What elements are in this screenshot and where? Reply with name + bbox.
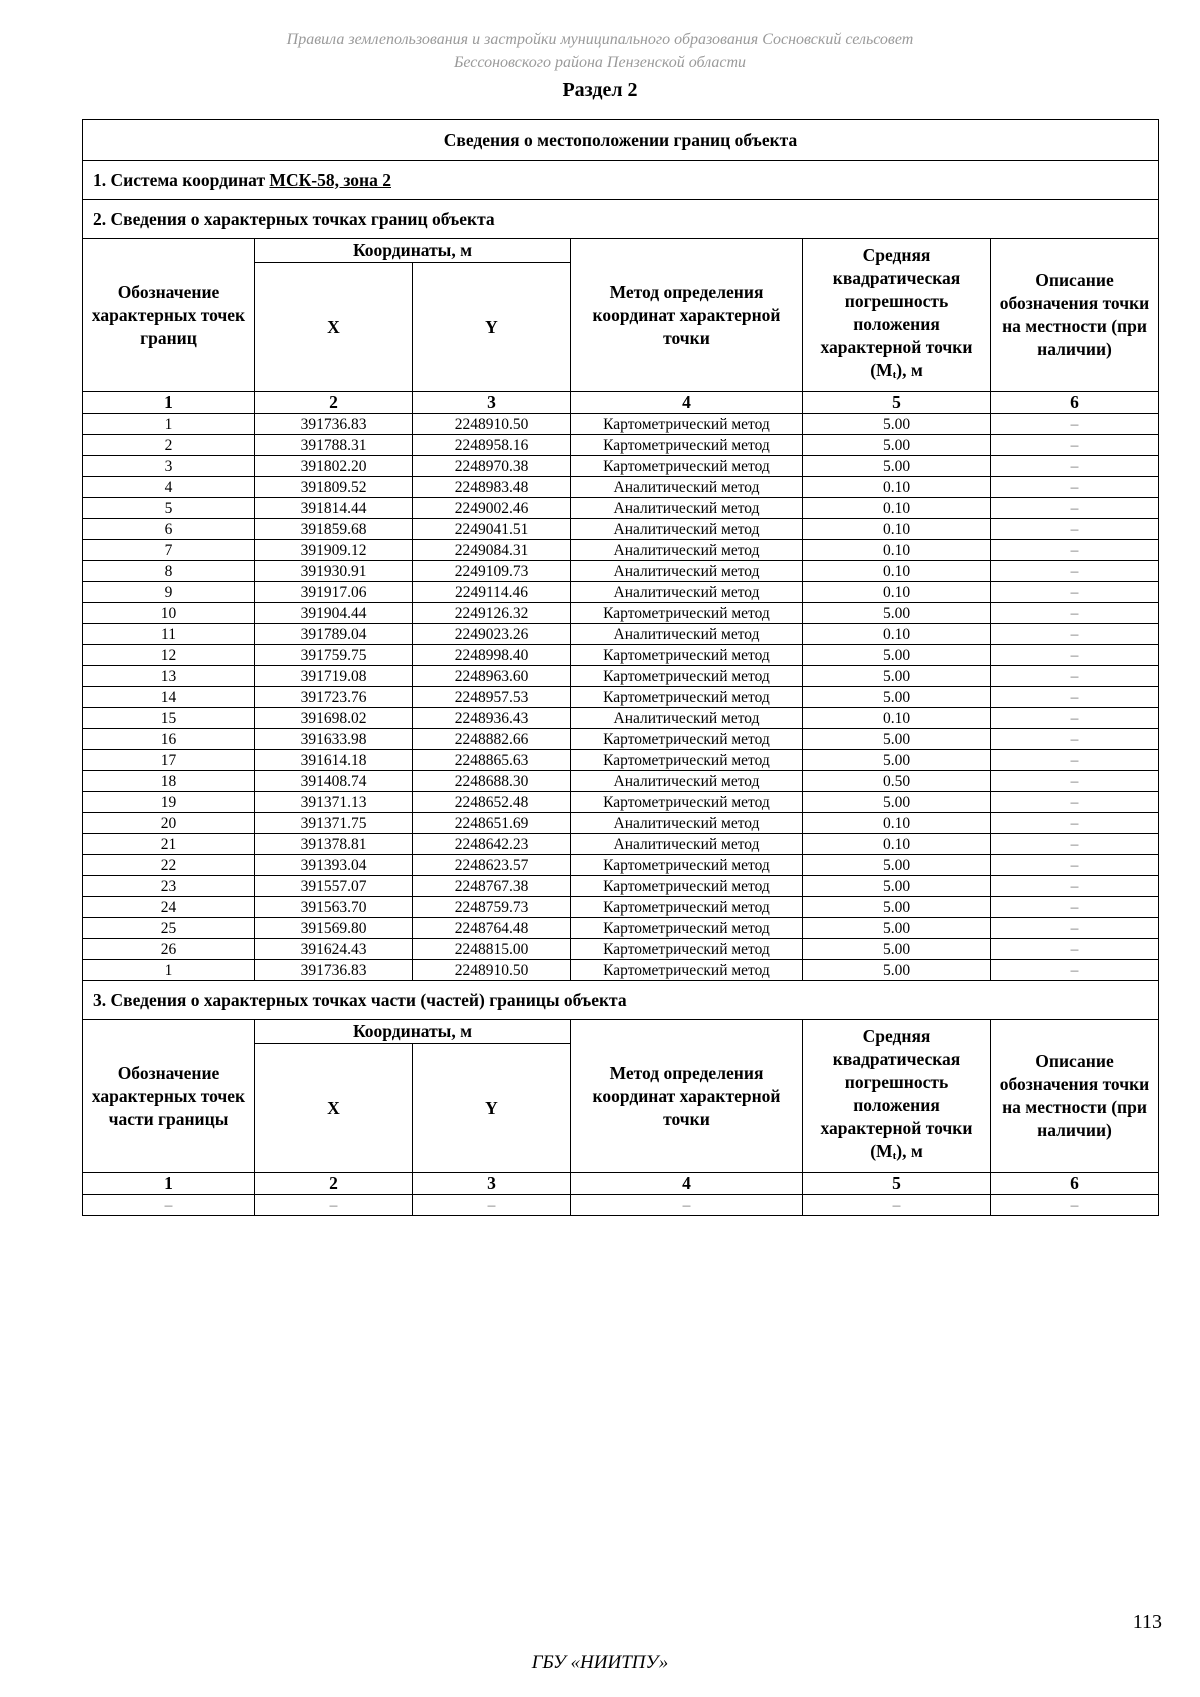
x-cell: 391393.04 — [255, 855, 413, 876]
x-cell: – — [255, 1195, 413, 1216]
error-cell: 5.00 — [803, 414, 991, 435]
document-header-line-1: Правила землепользования и застройки муниципального образования Сосновский сельсовет — [286, 31, 914, 48]
error-cell: 5.00 — [803, 666, 991, 687]
x-cell: 391633.98 — [255, 729, 413, 750]
table-row — [83, 561, 1159, 582]
description-cell: – — [991, 645, 1159, 666]
description-cell: – — [991, 414, 1159, 435]
y-cell: 2248936.43 — [413, 708, 571, 729]
y-cell: 2248759.73 — [413, 897, 571, 918]
x-cell: 391698.02 — [255, 708, 413, 729]
error-cell: 5.00 — [803, 687, 991, 708]
x-cell: 391371.13 — [255, 792, 413, 813]
description-cell: – — [991, 750, 1159, 771]
method-cell: Картометрический метод — [571, 435, 803, 456]
method-cell: Аналитический метод — [571, 498, 803, 519]
table-row — [83, 456, 1159, 477]
error-cell: 0.10 — [803, 498, 991, 519]
method-cell: – — [571, 1195, 803, 1216]
point-id-cell: 4 — [83, 477, 255, 498]
method-cell: Картометрический метод — [571, 792, 803, 813]
x-cell: 391378.81 — [255, 834, 413, 855]
y-cell: 2249109.73 — [413, 561, 571, 582]
method-cell: Аналитический метод — [571, 813, 803, 834]
description-cell: – — [991, 897, 1159, 918]
col-header-error-text-part: Средняя квадратическая погрешность положения характерной точки (M — [820, 1025, 973, 1161]
y-cell: 2249002.46 — [413, 498, 571, 519]
col-header-method-part: Метод определения координат характерной точки — [571, 1020, 803, 1173]
y-cell: 2248910.50 — [413, 960, 571, 981]
table-row — [83, 519, 1159, 540]
y-cell: 2248767.38 — [413, 876, 571, 897]
points-col-number: 1 — [83, 392, 255, 414]
description-cell: – — [991, 477, 1159, 498]
description-cell: – — [991, 876, 1159, 897]
description-cell: – — [991, 1195, 1159, 1216]
error-cell: 5.00 — [803, 750, 991, 771]
method-cell: Аналитический метод — [571, 771, 803, 792]
table-row — [83, 813, 1159, 834]
error-cell: 5.00 — [803, 603, 991, 624]
table-row — [83, 624, 1159, 645]
description-cell: – — [991, 708, 1159, 729]
description-cell: – — [991, 561, 1159, 582]
table-row — [83, 918, 1159, 939]
method-cell: Аналитический метод — [571, 561, 803, 582]
table-row — [83, 729, 1159, 750]
table-row — [83, 960, 1159, 981]
error-cell: 0.10 — [803, 477, 991, 498]
table-title: Сведения о местоположении границ объекта — [83, 120, 1159, 161]
description-cell: – — [991, 435, 1159, 456]
y-cell: 2248623.57 — [413, 855, 571, 876]
footer-organization: ГБУ «НИИТПУ» — [531, 1652, 669, 1673]
error-cell: 0.10 — [803, 834, 991, 855]
description-cell: – — [991, 792, 1159, 813]
point-id-cell: 1 — [83, 414, 255, 435]
point-id-cell: – — [83, 1195, 255, 1216]
y-cell: 2249126.32 — [413, 603, 571, 624]
method-cell: Картометрический метод — [571, 414, 803, 435]
x-cell: 391736.83 — [255, 960, 413, 981]
table-row — [83, 498, 1159, 519]
page-number: 113 — [1132, 1611, 1162, 1633]
y-cell: 2248910.50 — [413, 414, 571, 435]
y-cell: 2249041.51 — [413, 519, 571, 540]
method-cell: Картометрический метод — [571, 729, 803, 750]
error-cell: 0.10 — [803, 582, 991, 603]
description-cell: – — [991, 498, 1159, 519]
boundary-table — [82, 119, 1159, 1216]
error-cell: 0.10 — [803, 813, 991, 834]
error-cell: 5.00 — [803, 645, 991, 666]
method-cell: Картометрический метод — [571, 960, 803, 981]
description-cell: – — [991, 813, 1159, 834]
x-cell: 391789.04 — [255, 624, 413, 645]
col-header-error-sub-part: t — [892, 1149, 897, 1162]
points-col-number: 5 — [803, 392, 991, 414]
parts-col-number: 2 — [255, 1173, 413, 1195]
table-row — [83, 855, 1159, 876]
description-cell: – — [991, 918, 1159, 939]
y-cell: 2248970.38 — [413, 456, 571, 477]
point-id-cell: 5 — [83, 498, 255, 519]
coordinate-system-label: 1. Система координат — [93, 169, 266, 190]
description-cell: – — [991, 582, 1159, 603]
x-cell: 391371.75 — [255, 813, 413, 834]
error-cell: 5.00 — [803, 897, 991, 918]
description-cell: – — [991, 603, 1159, 624]
table-row — [83, 939, 1159, 960]
table-row — [83, 876, 1159, 897]
error-cell: 0.10 — [803, 624, 991, 645]
table-row — [83, 792, 1159, 813]
error-cell: 0.10 — [803, 561, 991, 582]
error-cell: 0.50 — [803, 771, 991, 792]
x-cell: 391736.83 — [255, 414, 413, 435]
point-id-cell: 19 — [83, 792, 255, 813]
point-id-cell: 10 — [83, 603, 255, 624]
description-cell: – — [991, 687, 1159, 708]
col-header-error-part — [803, 1020, 991, 1173]
point-id-cell: 6 — [83, 519, 255, 540]
parts-col-number: 1 — [83, 1173, 255, 1195]
table-row — [83, 540, 1159, 561]
point-id-cell: 13 — [83, 666, 255, 687]
description-cell: – — [991, 540, 1159, 561]
method-cell: Аналитический метод — [571, 834, 803, 855]
description-cell: – — [991, 939, 1159, 960]
method-cell: Картометрический метод — [571, 456, 803, 477]
point-id-cell: 17 — [83, 750, 255, 771]
y-cell: 2248764.48 — [413, 918, 571, 939]
x-cell: 391759.75 — [255, 645, 413, 666]
table-row — [83, 687, 1159, 708]
y-cell: 2248958.16 — [413, 435, 571, 456]
col-header-x-part: X — [255, 1044, 413, 1173]
x-cell: 391723.76 — [255, 687, 413, 708]
coordinate-system-value: МСК-58, зона 2 — [269, 169, 391, 190]
table-row — [83, 834, 1159, 855]
error-cell: 5.00 — [803, 456, 991, 477]
y-cell: 2248998.40 — [413, 645, 571, 666]
column-numbers-row-part — [83, 1173, 1159, 1195]
point-id-cell: 14 — [83, 687, 255, 708]
col-header-y: Y — [413, 263, 571, 392]
error-cell: 5.00 — [803, 792, 991, 813]
method-cell: Картометрический метод — [571, 939, 803, 960]
col-header-method: Метод определения координат характерной точки — [571, 239, 803, 392]
method-cell: Аналитический метод — [571, 519, 803, 540]
method-cell: Аналитический метод — [571, 477, 803, 498]
col-header-error-suffix-part: ), м — [896, 1140, 923, 1161]
table-row — [83, 666, 1159, 687]
point-id-cell: 8 — [83, 561, 255, 582]
parts-col-number: 3 — [413, 1173, 571, 1195]
y-cell: 2248642.23 — [413, 834, 571, 855]
description-cell: – — [991, 519, 1159, 540]
point-id-cell: 26 — [83, 939, 255, 960]
x-cell: 391408.74 — [255, 771, 413, 792]
parts-section-title: 3. Сведения о характерных точках части (частей) границы объекта — [83, 981, 1159, 1020]
parts-col-number: 6 — [991, 1173, 1159, 1195]
error-cell: – — [803, 1195, 991, 1216]
x-cell: 391557.07 — [255, 876, 413, 897]
points-col-number: 6 — [991, 392, 1159, 414]
method-cell: Аналитический метод — [571, 624, 803, 645]
point-id-cell: 11 — [83, 624, 255, 645]
method-cell: Картометрический метод — [571, 855, 803, 876]
error-cell: 0.10 — [803, 540, 991, 561]
col-header-designation: Обозначение характерных точек границ — [83, 239, 255, 392]
method-cell: Картометрический метод — [571, 603, 803, 624]
error-cell: 0.10 — [803, 519, 991, 540]
col-header-coords-part: Координаты, м — [255, 1020, 571, 1044]
col-header-designation-part: Обозначение характерных точек части границы — [83, 1020, 255, 1173]
method-cell: Картометрический метод — [571, 918, 803, 939]
y-cell: 2248651.69 — [413, 813, 571, 834]
table-row — [83, 897, 1159, 918]
y-cell: 2248688.30 — [413, 771, 571, 792]
point-id-cell: 20 — [83, 813, 255, 834]
y-cell: 2249084.31 — [413, 540, 571, 561]
y-cell: 2248957.53 — [413, 687, 571, 708]
col-header-error — [803, 239, 991, 392]
y-cell: 2248983.48 — [413, 477, 571, 498]
col-header-coords: Координаты, м — [255, 239, 571, 263]
point-id-cell: 12 — [83, 645, 255, 666]
table-row — [83, 603, 1159, 624]
method-cell: Аналитический метод — [571, 582, 803, 603]
x-cell: 391569.80 — [255, 918, 413, 939]
col-header-error-sub: t — [892, 368, 897, 381]
parts-table-row — [83, 1195, 1159, 1216]
points-col-number: 3 — [413, 392, 571, 414]
x-cell: 391859.68 — [255, 519, 413, 540]
points-section-title: 2. Сведения о характерных точках границ объекта — [83, 200, 1159, 239]
table-row — [83, 414, 1159, 435]
description-cell: – — [991, 834, 1159, 855]
description-cell: – — [991, 771, 1159, 792]
y-cell: 2248652.48 — [413, 792, 571, 813]
y-cell: 2248963.60 — [413, 666, 571, 687]
x-cell: 391802.20 — [255, 456, 413, 477]
point-id-cell: 7 — [83, 540, 255, 561]
method-cell: Картометрический метод — [571, 666, 803, 687]
point-id-cell: 24 — [83, 897, 255, 918]
description-cell: – — [991, 855, 1159, 876]
method-cell: Картометрический метод — [571, 876, 803, 897]
table-row — [83, 477, 1159, 498]
col-header-y-part: Y — [413, 1044, 571, 1173]
table-row — [83, 771, 1159, 792]
point-id-cell: 15 — [83, 708, 255, 729]
point-id-cell: 25 — [83, 918, 255, 939]
error-cell: 5.00 — [803, 876, 991, 897]
x-cell: 391809.52 — [255, 477, 413, 498]
error-cell: 5.00 — [803, 939, 991, 960]
x-cell: 391909.12 — [255, 540, 413, 561]
table-row — [83, 645, 1159, 666]
table-row — [83, 582, 1159, 603]
x-cell: 391917.06 — [255, 582, 413, 603]
method-cell: Картометрический метод — [571, 750, 803, 771]
y-cell: 2248865.63 — [413, 750, 571, 771]
point-id-cell: 22 — [83, 855, 255, 876]
document-header-line-2: Бессоновского района Пензенской области — [453, 54, 747, 71]
description-cell: – — [991, 960, 1159, 981]
method-cell: Картометрический метод — [571, 897, 803, 918]
col-header-description: Описание обозначения точки на местности (при наличии) — [991, 239, 1159, 392]
x-cell: 391563.70 — [255, 897, 413, 918]
y-cell: 2248882.66 — [413, 729, 571, 750]
table-row — [83, 435, 1159, 456]
points-col-number: 2 — [255, 392, 413, 414]
col-header-description-part: Описание обозначения точки на местности (при наличии) — [991, 1020, 1159, 1173]
point-id-cell: 3 — [83, 456, 255, 477]
x-cell: 391719.08 — [255, 666, 413, 687]
table-row — [83, 750, 1159, 771]
error-cell: 5.00 — [803, 855, 991, 876]
y-cell: – — [413, 1195, 571, 1216]
parts-col-number: 4 — [571, 1173, 803, 1195]
points-col-number: 4 — [571, 392, 803, 414]
point-id-cell: 1 — [83, 960, 255, 981]
error-cell: 5.00 — [803, 435, 991, 456]
description-cell: – — [991, 456, 1159, 477]
section-title: Раздел 2 — [562, 79, 638, 101]
column-numbers-row — [83, 392, 1159, 414]
error-cell: 5.00 — [803, 960, 991, 981]
description-cell: – — [991, 666, 1159, 687]
method-cell: Аналитический метод — [571, 540, 803, 561]
point-id-cell: 9 — [83, 582, 255, 603]
description-cell: – — [991, 729, 1159, 750]
x-cell: 391624.43 — [255, 939, 413, 960]
point-id-cell: 16 — [83, 729, 255, 750]
col-header-x: X — [255, 263, 413, 392]
method-cell: Аналитический метод — [571, 708, 803, 729]
error-cell: 5.00 — [803, 918, 991, 939]
x-cell: 391614.18 — [255, 750, 413, 771]
point-id-cell: 2 — [83, 435, 255, 456]
x-cell: 391930.91 — [255, 561, 413, 582]
col-header-error-text: Средняя квадратическая погрешность положения характерной точки (M — [820, 244, 973, 380]
error-cell: 5.00 — [803, 729, 991, 750]
point-id-cell: 23 — [83, 876, 255, 897]
point-id-cell: 21 — [83, 834, 255, 855]
parts-col-number: 5 — [803, 1173, 991, 1195]
description-cell: – — [991, 624, 1159, 645]
y-cell: 2249114.46 — [413, 582, 571, 603]
col-header-error-suffix: ), м — [896, 359, 923, 380]
table-row — [83, 708, 1159, 729]
method-cell: Картометрический метод — [571, 645, 803, 666]
y-cell: 2248815.00 — [413, 939, 571, 960]
error-cell: 0.10 — [803, 708, 991, 729]
point-id-cell: 18 — [83, 771, 255, 792]
x-cell: 391788.31 — [255, 435, 413, 456]
y-cell: 2249023.26 — [413, 624, 571, 645]
x-cell: 391904.44 — [255, 603, 413, 624]
method-cell: Картометрический метод — [571, 687, 803, 708]
coordinate-system-row — [83, 161, 1159, 200]
x-cell: 391814.44 — [255, 498, 413, 519]
